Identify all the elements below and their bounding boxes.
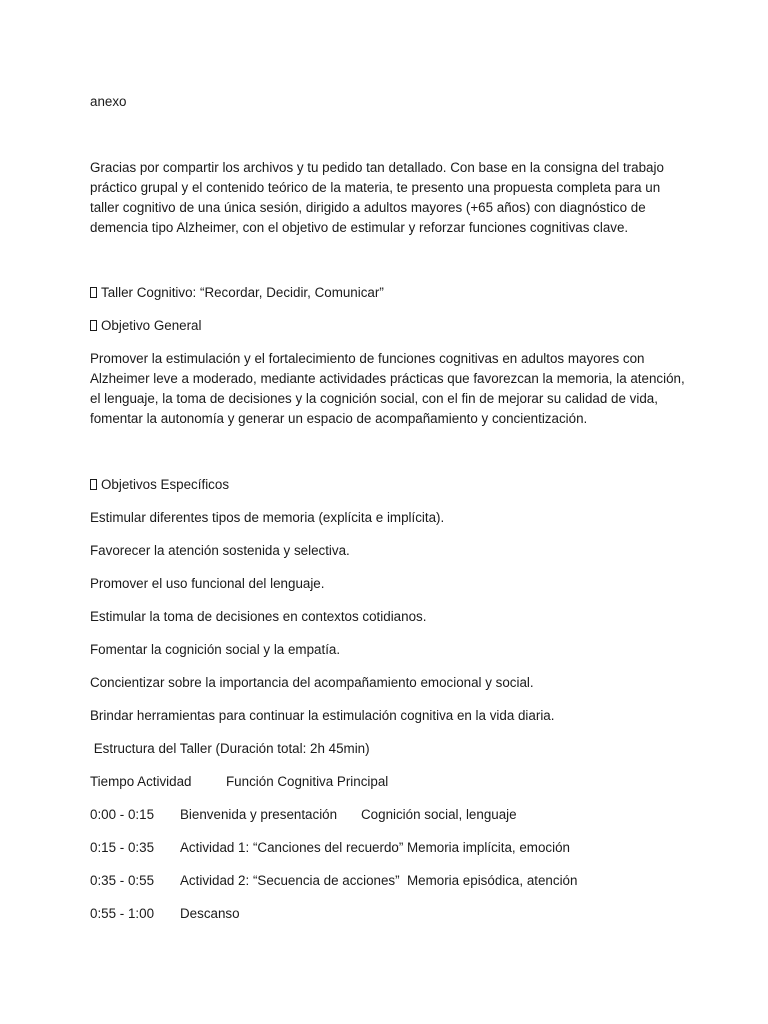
- schedule-time: 0:35 - 0:55: [90, 873, 155, 888]
- specific-objective-item: Favorecer la atención sostenida y selectiva.: [90, 543, 350, 558]
- specific-objective-item: Promover el uso funcional del lenguaje.: [90, 576, 325, 591]
- general-objective-heading-text: Objetivo General: [101, 318, 202, 333]
- missing-glyph-icon: [90, 287, 97, 298]
- specific-objective-item: Estimular la toma de decisiones en contextos cotidianos.: [90, 609, 427, 624]
- schedule-time: 0:00 - 0:15: [90, 807, 155, 822]
- schedule-time: 0:55 - 1:00: [90, 906, 155, 921]
- structure-heading: Estructura del Taller (Duración total: 2h 45min): [90, 741, 370, 756]
- annex-label: anexo: [90, 94, 127, 109]
- missing-glyph-icon: [90, 320, 97, 331]
- schedule-activity: Bienvenida y presentación: [180, 807, 338, 822]
- general-objective-paragraph: Promover la estimulación y el fortalecimiento de funciones cognitivas en adultos mayores con Alzheimer leve a moderado, mediante actividades prácticas que favorezcan la memoria, la atención, el lenguaje, la toma de decisiones y la cognición social, con el fin de mejorar su calidad de vida, fomentar la autonomía y generar un espacio de acompañamiento y concientización.: [90, 351, 685, 426]
- workshop-title-text: Taller Cognitivo: “Recordar, Decidir, Comunicar”: [101, 285, 384, 300]
- workshop-title: [90, 283, 384, 303]
- schedule-activity: Descanso: [180, 906, 240, 921]
- schedule-function: Cognición social, lenguaje: [361, 807, 517, 822]
- specific-objective-item: Fomentar la cognición social y la empatía.: [90, 642, 341, 657]
- schedule-activity: Actividad 1: “Canciones del recuerdo”: [180, 840, 404, 855]
- specific-objective-item: Estimular diferentes tipos de memoria (explícita e implícita).: [90, 510, 445, 525]
- header-cognitive-function: Función Cognitiva Principal: [226, 774, 389, 789]
- intro-paragraph: Gracias por compartir los archivos y tu pedido tan detallado. Con base en la consigna del trabajo práctico grupal y el contenido teórico de la materia, te presento una propuesta completa para un taller cognitivo de una única sesión, dirigido a adultos mayores (+65 años) con diagnóstico de demencia tipo Alzheimer, con el objetivo de estimular y reforzar funciones cognitivas clave.: [90, 160, 664, 235]
- schedule-function: Memoria episódica, atención: [407, 873, 578, 888]
- specific-objective-item: Concientizar sobre la importancia del acompañamiento emocional y social.: [90, 675, 534, 690]
- schedule-time: 0:15 - 0:35: [90, 840, 155, 855]
- schedule-function: Memoria implícita, emoción: [407, 840, 570, 855]
- general-objective-heading: [90, 316, 201, 336]
- specific-objectives-heading: [90, 475, 229, 495]
- specific-objectives-heading-text: Objetivos Específicos: [101, 477, 230, 492]
- specific-objective-item: Brindar herramientas para continuar la estimulación cognitiva en la vida diaria.: [90, 708, 555, 723]
- header-time-activity: Tiempo Actividad: [90, 774, 192, 789]
- schedule-activity: Actividad 2: “Secuencia de acciones”: [180, 873, 400, 888]
- missing-glyph-icon: [90, 479, 97, 490]
